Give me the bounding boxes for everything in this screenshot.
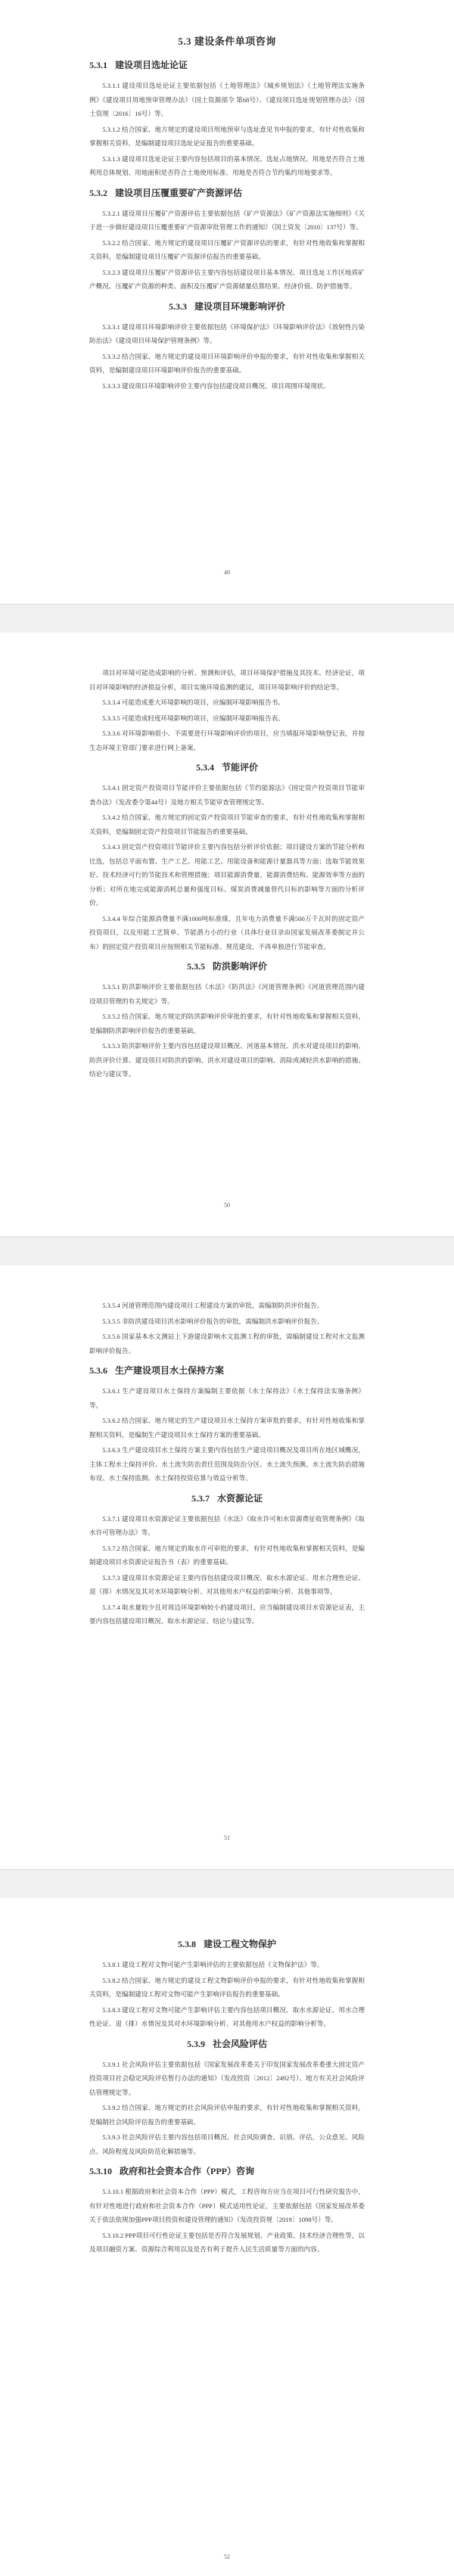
subsection-title: 社会风险评估 xyxy=(212,2038,267,2049)
paragraph: 5.3.7.3 建设项目水资源论证主要内容包括建设项目概况、取水水源论证、用水合理性论证、退（排）水情况及其对水环境影响分析、对其他用水户权益的影响分析、其他事项等。 xyxy=(89,1573,365,1595)
paragraph: 5.3.5.4 河道管理范围内建设项目工程建设方案的审批，需编制防洪评价报告。 xyxy=(102,1302,324,1309)
subsection-title: 政府和社会资本合作（PPP）咨询 xyxy=(120,2166,254,2176)
page-separator xyxy=(0,1869,454,1899)
subsection-number: 5.3.6 xyxy=(89,1365,107,1376)
subsection-heading xyxy=(89,1937,365,1950)
page xyxy=(0,633,454,1237)
subsection-heading xyxy=(89,300,365,313)
page xyxy=(0,1265,454,1869)
page-content xyxy=(89,1299,365,1630)
paragraph: 5.3.8.1 建设工程对文物可能产生影响评估的主要依据包括《文物保护法》等。 xyxy=(102,1961,324,1968)
subsection-heading xyxy=(89,58,365,71)
paragraph: 5.3.4.3 固定资产投资项目节能评价主要内容包括分析评价依据；项目建设方案的节能分析和比选，包括总平面布置、生产工艺、用能工艺、用能设备和能源计量器具等方面；选取节能效果好、技术经济可行的节能技术和管理措施；项目能源消费量、能源消费结构、能源效率等方面的分析；对所在地完成能源消耗总量和强度目标、煤炭消费减量替代目标的影响等方面的分析评价。 xyxy=(89,843,365,907)
subsection-number: 5.3.8 xyxy=(177,1939,196,1949)
subsection-number: 5.3.1 xyxy=(89,60,107,70)
subsection-title: 建设项目选址论证 xyxy=(115,60,188,70)
page-content xyxy=(89,33,365,394)
paragraph: 5.3.3.5 可能造成轻度环境影响的项目，应编制环境影响报告表。 xyxy=(102,714,285,722)
paragraph: 5.3.9.3 社会风险评估主要内容包括项目概况、社会风险调查、识别、评估，公众意见、风险点、风险程度及风险防范化解措施等。 xyxy=(89,2133,365,2155)
paragraph: 5.3.4.4 年综合能源消费量不满1000吨标准煤，且年电力消费量不满500万千瓦时的固定资产投资项目，以及用能工艺简单、节能潜力小的行业（具体行业目录由国家发展改革委制定并公布）的固定资产投资项目应按照相关节能标准、规范建设，不再单独进行节能审查。 xyxy=(89,914,365,950)
paragraph: 项目对环境可能造成影响的分析、预测和评估，项目环境保护措施及其技术、经济论证，项目对环境影响的经济损益分析，项目实施环境监测的建议，项目环境影响评价的结论等。 xyxy=(89,669,365,691)
page-number: 50 xyxy=(224,1202,230,1209)
paragraph: 5.3.5.5 非防洪建设项目洪水影响评价报告的审批，需编制洪水影响评价报告。 xyxy=(102,1317,324,1325)
subsection-title: 建设项目环境影响评价 xyxy=(194,300,285,312)
subsection-title: 水资源论证 xyxy=(216,1492,263,1504)
subsection-title: 防洪影响评价 xyxy=(212,961,267,972)
subsection-heading xyxy=(89,2037,365,2050)
paragraph: 5.3.5.2 结合国家、地方规定的防洪影响评价审批的要求，有针对性地收集和掌握相关资料，是编制防洪影响评价报告的重要基础。 xyxy=(89,1013,365,1034)
paragraph: 5.3.8.2 结合国家、地方规定的建设工程文物影响评价申报的要求，有针对性地收集和掌握相关资料，是编制建设工程对文物可能产生影响评估报告的重要基础。 xyxy=(89,1976,365,1998)
subsection-title: 建设项目压覆重要矿产资源评估 xyxy=(115,187,243,198)
paragraph: 5.3.7.1 建设项目水资源论证主要依据包括《水法》《取水许可和水资源费征收管理条例》《取水许可管理办法》等。 xyxy=(89,1514,365,1536)
subsection-number: 5.3.4 xyxy=(195,762,214,773)
paragraph: 5.3.9.2 结合国家、地方规定的社会风险评估申报的要求，有针对性地收集和掌握相关资料，是编制社会风险评估报告的重要基础。 xyxy=(89,2104,365,2126)
page-number: 51 xyxy=(224,1834,230,1841)
paragraph: 5.3.5.1 防洪影响评价主要依据包括《水法》《防洪法》《河道管理条例》《河道管理范围内建设项目管理的有关规定》等。 xyxy=(89,983,365,1005)
paragraph: 5.3.3.4 可能造成重大环境影响的项目，应编制环境影响报告书。 xyxy=(102,698,285,706)
subsection-heading xyxy=(89,186,365,199)
paragraph: 5.3.3.2 结合国家、地方规定的建设项目环境影响评价申报的要求，有针对性收集和掌握相关资料，是编制建设项目环境影响评价报告的重要基础。 xyxy=(89,352,365,374)
paragraph: 5.3.2.2 结合国家、地方规定的建设项目压覆矿产资源评估的要求，有针对性地收集和掌握相关资料，是编制建设项目压覆矿产资源评估报告的重要基础。 xyxy=(89,238,365,260)
subsection-title: 节能评价 xyxy=(221,762,258,773)
subsection-number: 5.3.9 xyxy=(186,2038,205,2049)
subsection-title: 建设工程文物保护 xyxy=(203,1939,276,1949)
subsection-number: 5.3.7 xyxy=(191,1492,210,1504)
subsection-heading xyxy=(89,960,365,972)
paragraph: 5.3.6.1 生产建设项目水土保持方案编制主要依据《水土保持法》《水土保持法实施条例》等。 xyxy=(89,1387,365,1409)
page-content xyxy=(89,1931,365,2258)
page xyxy=(0,0,454,604)
subsection-heading xyxy=(89,761,365,773)
subsection-number: 5.3.5 xyxy=(186,961,205,972)
subsection-heading xyxy=(89,1492,365,1504)
subsection-heading xyxy=(89,1364,365,1377)
paragraph: 5.3.3.3 建设项目环境影响评价主要内容包括建设项目概况、项目周围环境现状、 xyxy=(102,381,330,390)
paragraph: 5.3.10.1 根据政府和社会资本合作（PPP）模式，工程咨询方应当在项目可行性研究报告中，有针对性地进行政府和社会资本合作（PPP）模式适用性论证，主要依据包括《国家发展改革委关于依法依规加强PPP项目投资和建设管理的通知》（发改投资规〔2019〕1098号）等。 xyxy=(89,2188,365,2223)
paragraph: 5.3.1.1 建设项目选址论证主要依据包括《土地管理法》《城乡规划法》《土地管理法实施条例》《建设项目用地预审管理办法》（国土资源部令 第68号）、《建设项目选址规划管理办法》（国土资规〔2016〕16号）等。 xyxy=(89,82,365,117)
paragraph: 5.3.7.4 取水量较少且对周边环境影响较小的建设项目，应当编制建设项目水资源论证表，主要内容包括建设项目概况、取水水源论证、结论与建议等。 xyxy=(89,1603,365,1625)
paragraph: 5.3.4.2 结合国家、地方规定的固定资产投资项目节能审查的要求，有针对性地收集和掌握相关资料，是编制固定资产投资项目节能报告的重要基础。 xyxy=(89,814,365,835)
page-number: 52 xyxy=(224,2553,230,2560)
subsection-heading xyxy=(89,2164,365,2177)
paragraph: 5.3.6.3 生产建设项目水土保持方案主要内容包括生产建设项目概况及项目所在地区域概况，主体工程水土保持评价、水土流失防治责任范围及防治分区、水土流失预测、水土流失防治措施布设、水土保持监测、水土保持投资估算与效益分析等。 xyxy=(89,1446,365,1482)
paragraph: 5.3.3.1 建设项目环境影响评价主要依据包括《环境保护法》《环境影响评价法》《放射性污染防治法》《建设项目环境保护管理条例》等。 xyxy=(89,322,365,344)
paragraph: 5.3.4.1 固定资产投资项目节能评价主要依据包括《节约能源法》《固定资产投资项目节能审查办法》（发改委令第44号）及地方相关节能审查管理规定等。 xyxy=(89,784,365,806)
paragraph: 5.3.8.3 建设工程对文物可能产生影响评估主要内容包括项目概况、取水水源论证、用水合理性论证、退（排）水情况及其对水环境影响分析、对其他用水户权益的影响分析等。 xyxy=(89,2005,365,2027)
paragraph: 5.3.3.6 对环境影响很小、不需要进行环境影响评价的项目，应当填报环境影响登记表，并按生态环境主管部门要求进行网上备案。 xyxy=(89,730,365,751)
section-title: 5.3 建设条件单项咨询 xyxy=(178,36,276,47)
page xyxy=(0,1898,454,2576)
paragraph: 5.3.9.1 社会风险评估主要依据包括《国家发展改革委关于印发国家发展改革委重大固定资产投资项目社会稳定风险评估暂行办法的通知》（发改投资〔2012〕2492号）、地方有关社会风险评估管理规定等。 xyxy=(89,2060,365,2096)
paragraph: 5.3.5.6 国家基本水文测站上下游建设影响水文监测工程的审批，需编制建设工程对水文监测影响评价报告。 xyxy=(89,1333,365,1355)
page-separator xyxy=(0,1237,454,1267)
subsection-number: 5.3.10 xyxy=(89,2166,112,2176)
paragraph: 5.3.7.2 结合国家、地方规定的取水许可审批的要求，有针对性地收集和掌握相关资料，是编制建设项目水资源论证报告书（表）的重要基础。 xyxy=(89,1544,365,1566)
subsection-title: 生产建设项目水土保持方案 xyxy=(115,1365,225,1376)
paragraph: 5.3.2.3 建设项目压覆矿产资源评估主要内容包括建设项目基本情况、项目选址工作区地质矿产概况、压覆矿产资源的种类、面积及压覆矿产资源储量估算结果、经济价值、防护措施等。 xyxy=(89,268,365,290)
paragraph: 5.3.10.2 PPP项目可行性论证主要包括是否符合发展规划、产业政策、技术经济合理性等，以及项目融资方案、资源综合利用以及是否有利于提升人民生活质量等方面的内容。 xyxy=(89,2231,365,2253)
page-content xyxy=(89,666,365,1083)
paragraph: 5.3.1.2 结合国家、地方规定的建设项目用地预审与选址意见书申报的要求，有针对性收集和掌握相关资料，是编制建设项目选址论证报告的重要基础。 xyxy=(89,125,365,147)
page-number: 49 xyxy=(224,569,230,576)
page-separator xyxy=(0,604,454,634)
subsection-number: 5.3.3 xyxy=(168,300,187,312)
paragraph: 5.3.5.3 防洪影响评价主要内容包括建设项目概况、河道基本情况、洪水对建设项目的影响、防洪评价计算、建设项目对防洪的影响、洪水对建设项目的影响、消除或减轻洪水影响的措施、结论与建议等。 xyxy=(89,1042,365,1078)
paragraph: 5.3.1.3 建设项目选址论证主要内容包括项目的基本情况、选址占地情况、用地是否符合土地利用总体规划、用地面积是否符合土地使用标准、用地是否符合节约集约用地要求等。 xyxy=(89,154,365,176)
paragraph: 5.3.2.1 建设项目压覆矿产资源评估主要依据包括《矿产资源法》《矿产资源法实施细则》《关于进一步做好建设项目压覆重要矿产资源审批管理工作的通知》（国土资发〔2010〕137号）等。 xyxy=(89,209,365,231)
subsection-number: 5.3.2 xyxy=(89,187,107,198)
paragraph: 5.3.6.2 结合国家、地方规定的生产建设项目水土保持方案审批的要求，有针对性地收集和掌握相关资料，是编制生产建设项目水土保持方案的重要基础。 xyxy=(89,1417,365,1439)
